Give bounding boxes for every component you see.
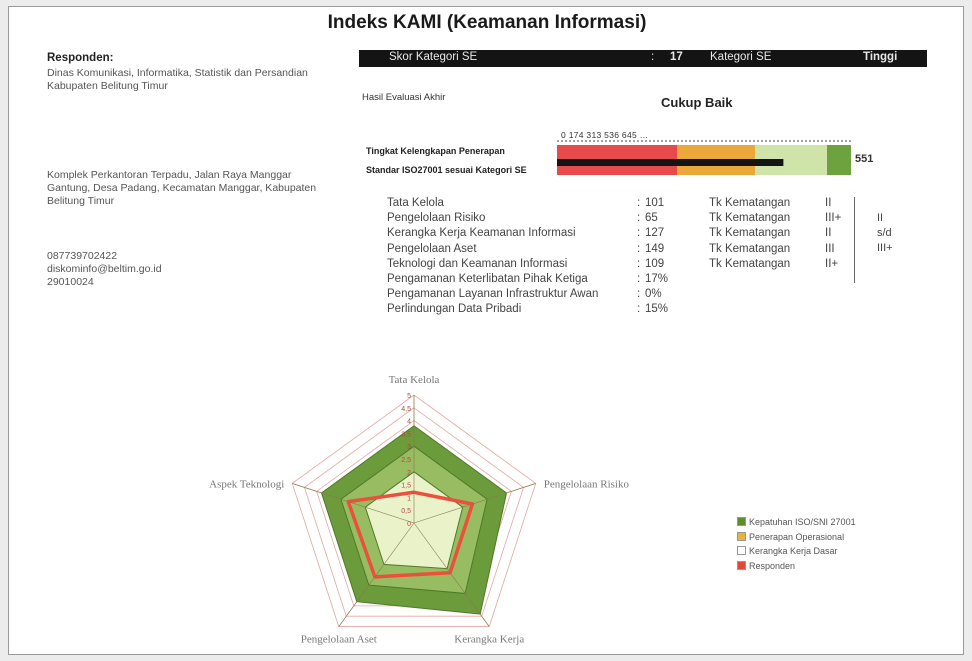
score-area-name: Pengamanan Keterlibatan Pihak Ketiga xyxy=(387,272,588,285)
radar-axis-label: Kerangka Kerja xyxy=(454,633,525,646)
score-area-value: 15% xyxy=(645,303,669,316)
maturity-label: Tk Kematangan xyxy=(709,227,791,240)
score-colon: : xyxy=(637,212,641,225)
respondent-phone: 087739702422 xyxy=(47,250,118,262)
legend-label: Penerapan Operasional xyxy=(749,531,845,542)
score-area-value: 127 xyxy=(645,227,665,240)
legend-swatch xyxy=(737,561,746,570)
legend-label: Kepatuhan ISO/SNI 27001 xyxy=(749,517,856,527)
legend-label: Responden xyxy=(749,560,796,571)
score-area-value: 17% xyxy=(645,272,669,285)
radar-scale-tick: 2,5 xyxy=(401,457,411,464)
maturity-range-text: II xyxy=(877,212,884,224)
radar-legend xyxy=(737,517,856,575)
score-area-name: Teknologi dan Keamanan Informasi xyxy=(387,257,568,270)
score-category-label: Skor Kategori SE xyxy=(389,51,478,63)
legend-item xyxy=(737,532,856,547)
category-label: Kategori SE xyxy=(710,51,772,63)
report-page xyxy=(8,6,964,655)
respondent-label: Responden: xyxy=(47,52,114,64)
maturity-range-text: s/d xyxy=(877,227,892,240)
maturity-range-text: III+ xyxy=(877,242,893,255)
radar-scale-tick: 5 xyxy=(407,393,411,400)
score-area-name: Pengelolaan Aset xyxy=(387,242,477,255)
score-area-name: Tata Kelola xyxy=(387,197,444,209)
evaluation-label: Hasil Evaluasi Akhir xyxy=(362,92,446,103)
radar-scale-tick: 4,5 xyxy=(401,405,411,413)
score-colon: : xyxy=(637,303,641,316)
gauge-label-completeness: Tingkat Kelengkapan Penerapan xyxy=(366,146,505,156)
radar-axis-label: Tata Kelola xyxy=(388,374,440,386)
respondent-id: 29010024 xyxy=(47,276,94,288)
score-area-name: Pengelolaan Risiko xyxy=(387,212,486,225)
legend-item xyxy=(737,517,856,532)
radar-scale-tick: 1 xyxy=(407,495,411,503)
radar-axis-label: Pengelolaan Risiko xyxy=(543,478,629,491)
radar-axis-label: Aspek Teknologi xyxy=(209,478,285,491)
legend-swatch xyxy=(737,532,746,541)
category-value: Tinggi xyxy=(863,51,898,63)
page-title: Indeks KAMI (Keamanan Informasi) xyxy=(327,12,647,33)
score-area-name: Perlindungan Data Pribadi xyxy=(387,303,522,316)
gauge-value: 551 xyxy=(855,153,874,165)
radar-scale-tick: 0 xyxy=(407,521,411,528)
radar-scale-tick: 3,5 xyxy=(401,431,411,439)
gauge-label-standard: Standar ISO27001 sesuai Kategori SE xyxy=(366,165,527,175)
maturity-label: Tk Kematangan xyxy=(709,242,791,255)
score-colon: : xyxy=(651,51,655,63)
maturity-label: Tk Kematangan xyxy=(709,212,791,225)
score-area-value: 65 xyxy=(645,212,658,225)
score-area-value: 0% xyxy=(645,288,662,301)
score-area-value: 149 xyxy=(645,242,665,255)
score-area-name: Kerangka Kerja Keamanan Informasi xyxy=(387,227,576,240)
radar-scale-tick: 4 xyxy=(407,418,411,426)
legend-item xyxy=(737,561,856,576)
maturity-value: II+ xyxy=(825,257,839,270)
radar-axis-label: Pengelolaan Aset xyxy=(300,633,377,646)
respondent-address: Komplek Perkantoran Terpadu, Jalan Raya Manggar Gantung, Desa Padang, Kecamatan Manggar, Kabupaten Belitung Timur xyxy=(47,169,317,207)
score-colon: : xyxy=(637,197,641,209)
radar-scale-tick: 3 xyxy=(407,444,411,452)
maturity-value: III xyxy=(825,242,835,255)
score-area-name: Pengamanan Layanan Infrastruktur Awan xyxy=(387,288,599,301)
score-colon: : xyxy=(637,288,641,301)
gauge-scale: 0 174 313 536 645 … xyxy=(561,130,649,140)
maturity-label: Tk Kematangan xyxy=(709,257,791,270)
maturity-value: III+ xyxy=(825,212,842,225)
legend-item xyxy=(737,546,856,561)
score-colon: : xyxy=(637,257,641,270)
maturity-value: II xyxy=(825,197,832,209)
radar-scale-tick: 1,5 xyxy=(401,482,411,490)
legend-label: Kerangka Kerja Dasar xyxy=(749,546,838,556)
respondent-org: Dinas Komunikasi, Informatika, Statistik dan Persandian Kabupaten Belitung Timur xyxy=(47,67,308,92)
score-colon: : xyxy=(637,242,641,255)
score-value: 17 xyxy=(670,51,683,63)
legend-swatch xyxy=(737,546,746,555)
maturity-value: II xyxy=(825,227,832,240)
evaluation-value: Cukup Baik xyxy=(661,95,733,110)
legend-swatch xyxy=(737,517,746,526)
score-area-value: 109 xyxy=(645,257,665,270)
maturity-label: Tk Kematangan xyxy=(709,197,791,209)
respondent-email: diskominfo@beltim.go.id xyxy=(47,263,162,275)
radar-scale-tick: 2 xyxy=(407,469,411,477)
score-colon: : xyxy=(637,227,641,240)
score-area-value: 101 xyxy=(645,197,665,209)
score-colon: : xyxy=(637,272,641,285)
radar-scale-tick: 0,5 xyxy=(401,508,411,516)
